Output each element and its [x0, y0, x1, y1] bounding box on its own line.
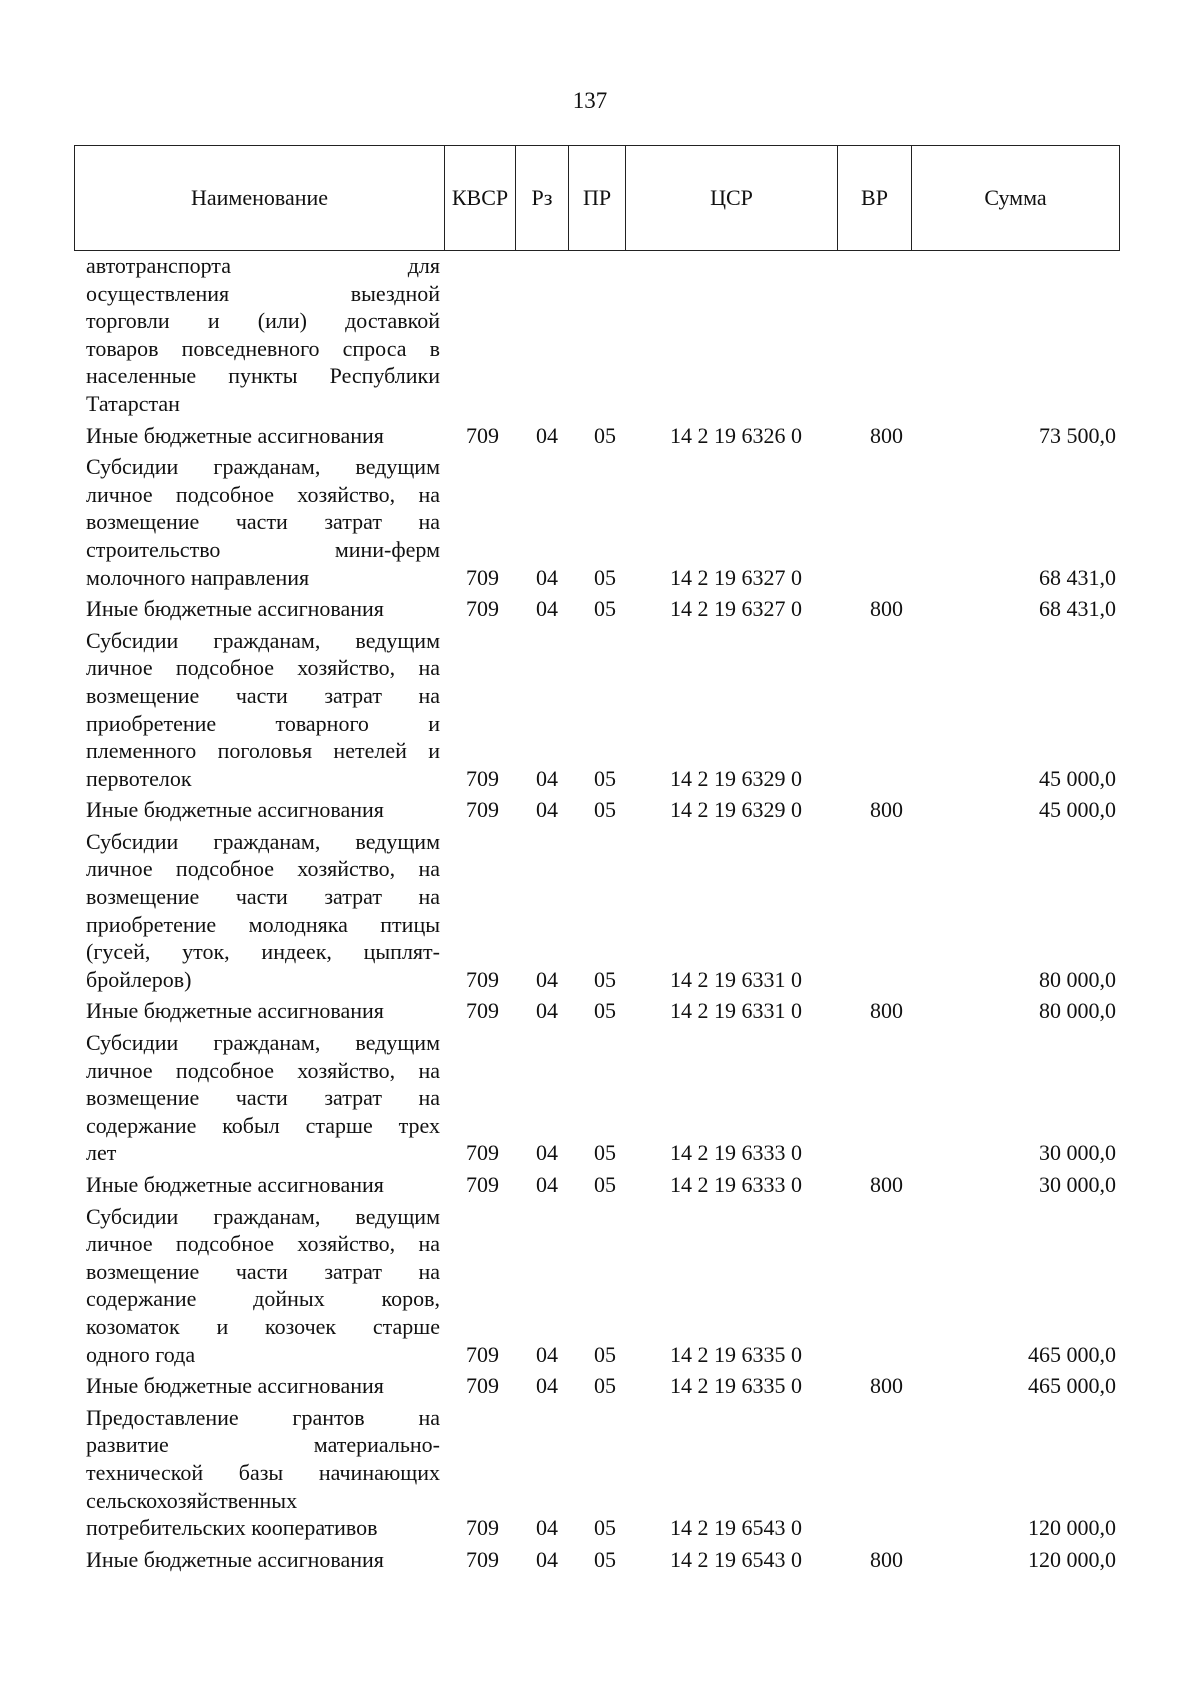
header-name: Наименование — [75, 146, 445, 251]
row-name-line: Иные бюджетные ассигнования — [86, 998, 384, 1024]
row-values — [86, 422, 1116, 450]
table-row — [86, 422, 1116, 450]
kvsr-cell: 709 — [466, 1546, 499, 1572]
row-values — [86, 595, 1116, 623]
rz-cell: 04 — [536, 596, 558, 622]
row-name-line: Иные бюджетные ассигнования — [86, 422, 384, 448]
row-name-line: технической базы начинающих — [86, 1459, 440, 1485]
table-row — [86, 627, 1116, 793]
pr-cell: 05 — [594, 564, 616, 590]
table-row — [86, 997, 1116, 1025]
pr-cell: 05 — [594, 1515, 616, 1541]
vr-cell: 800 — [870, 422, 903, 448]
row-name-line: Иные бюджетные ассигнования — [86, 596, 384, 622]
header-kvsr: КВСР — [445, 146, 516, 251]
row-name-line: Иные бюджетные ассигнования — [86, 1546, 384, 1572]
rz-cell: 04 — [536, 422, 558, 448]
csr-cell: 14 2 19 6327 0 — [670, 564, 802, 590]
pr-cell: 05 — [594, 1140, 616, 1166]
row-values — [86, 564, 1116, 592]
row-name-line: сельскохозяйственных — [86, 1487, 298, 1513]
row-name-line: приобретение товарного и — [86, 710, 440, 736]
sum-cell: 68 431,0 — [1039, 596, 1116, 622]
vr-cell: 800 — [870, 998, 903, 1024]
rz-cell: 04 — [536, 797, 558, 823]
row-name-line: Иные бюджетные ассигнования — [86, 1373, 384, 1399]
table-row — [86, 1372, 1116, 1400]
table-body — [86, 252, 1116, 1577]
rz-cell: 04 — [536, 1140, 558, 1166]
table-row — [86, 453, 1116, 591]
csr-cell: 14 2 19 6329 0 — [670, 765, 802, 791]
kvsr-cell: 709 — [466, 1373, 499, 1399]
sum-cell: 465 000,0 — [1028, 1373, 1116, 1399]
kvsr-cell: 709 — [466, 1515, 499, 1541]
sum-cell: 30 000,0 — [1039, 1172, 1116, 1197]
row-values — [86, 765, 1116, 793]
table-row — [86, 1546, 1116, 1574]
row-values — [86, 1546, 1116, 1574]
row-values — [86, 1341, 1116, 1369]
sum-cell: 80 000,0 — [1039, 966, 1116, 992]
kvsr-cell: 709 — [466, 998, 499, 1024]
row-name-line: (гусей, уток, индеек, цыплят- — [86, 939, 440, 965]
row-values — [86, 390, 1116, 418]
row-values — [86, 1171, 1116, 1199]
row-name-line: Субсидии гражданам, ведущим — [86, 627, 440, 653]
vr-cell: 800 — [870, 1172, 903, 1197]
pr-cell: 05 — [594, 966, 616, 992]
pr-cell: 05 — [594, 596, 616, 622]
csr-cell: 14 2 19 6331 0 — [670, 998, 802, 1024]
rz-cell: 04 — [536, 765, 558, 791]
rz-cell: 04 — [536, 1546, 558, 1572]
row-name-line: Субсидии гражданам, ведущим — [86, 828, 440, 854]
kvsr-cell: 709 — [466, 422, 499, 448]
rz-cell: 04 — [536, 1515, 558, 1541]
row-name-line: возмещение части затрат на — [86, 1258, 440, 1284]
row-values — [86, 1139, 1116, 1167]
rz-cell: 04 — [536, 998, 558, 1024]
kvsr-cell: 709 — [466, 765, 499, 791]
sum-cell: 80 000,0 — [1039, 998, 1116, 1024]
row-name-line: Иные бюджетные ассигнования — [86, 1172, 384, 1197]
row-name-line: лет — [86, 1140, 117, 1166]
vr-cell: 800 — [870, 1546, 903, 1572]
row-name-line: автотранспорта для — [86, 253, 440, 278]
row-name-line: товаров повседневного спроса в — [86, 335, 440, 361]
kvsr-cell: 709 — [466, 564, 499, 590]
csr-cell: 14 2 19 6333 0 — [670, 1140, 802, 1166]
row-name-line: приобретение молодняка птицы — [86, 911, 440, 937]
csr-cell: 14 2 19 6335 0 — [670, 1373, 802, 1399]
csr-cell: 14 2 19 6333 0 — [670, 1172, 802, 1197]
sum-cell: 465 000,0 — [1028, 1341, 1116, 1367]
sum-cell: 120 000,0 — [1028, 1546, 1116, 1572]
row-name-line: одного года — [86, 1341, 196, 1367]
vr-cell: 800 — [870, 797, 903, 823]
sum-cell: 68 431,0 — [1039, 564, 1116, 590]
row-name-line: торговли и (или) доставкой — [86, 308, 440, 334]
sum-cell: 120 000,0 — [1028, 1515, 1116, 1541]
rz-cell: 04 — [536, 564, 558, 590]
sum-cell: 45 000,0 — [1039, 765, 1116, 791]
kvsr-cell: 709 — [466, 1341, 499, 1367]
rz-cell: 04 — [536, 1172, 558, 1197]
row-name-line: содержание дойных коров, — [86, 1286, 440, 1312]
row-name-line: потребительских кооперативов — [86, 1515, 378, 1541]
row-name-line: бройлеров) — [86, 966, 192, 992]
pr-cell: 05 — [594, 1546, 616, 1572]
table-row — [86, 1171, 1116, 1199]
row-name-line: племенного поголовья нетелей и — [86, 738, 440, 764]
kvsr-cell: 709 — [466, 1172, 499, 1197]
row-name-line: личное подсобное хозяйство, на — [86, 655, 440, 681]
sum-cell: 45 000,0 — [1039, 797, 1116, 823]
sum-cell: 30 000,0 — [1039, 1140, 1116, 1166]
row-name-line: козоматок и козочек старше — [86, 1313, 440, 1339]
rz-cell: 04 — [536, 1341, 558, 1367]
table-row — [86, 1203, 1116, 1369]
csr-cell: 14 2 19 6326 0 — [670, 422, 802, 448]
row-name-line: личное подсобное хозяйство, на — [86, 856, 440, 882]
pr-cell: 05 — [594, 1172, 616, 1197]
kvsr-cell: 709 — [466, 596, 499, 622]
header-pr: ПР — [569, 146, 626, 251]
table-row — [86, 1404, 1116, 1542]
pr-cell: 05 — [594, 1373, 616, 1399]
row-name-line: строительство мини-ферм — [86, 536, 440, 562]
row-name-line: возмещение части затрат на — [86, 884, 440, 910]
row-name-line: Иные бюджетные ассигнования — [86, 797, 384, 823]
rz-cell: 04 — [536, 1373, 558, 1399]
row-name-line: возмещение части затрат на — [86, 509, 440, 535]
pr-cell: 05 — [594, 765, 616, 791]
header-sum: Сумма — [912, 146, 1120, 251]
table-row — [86, 252, 1116, 418]
row-values — [86, 1372, 1116, 1400]
row-name-line: Субсидии гражданам, ведущим — [86, 1030, 440, 1056]
table-header — [74, 145, 1120, 251]
row-values — [86, 997, 1116, 1025]
row-name-line: Субсидии гражданам, ведущим — [86, 1203, 440, 1229]
row-name-line: возмещение части затрат на — [86, 1085, 440, 1111]
csr-cell: 14 2 19 6331 0 — [670, 966, 802, 992]
csr-cell: 14 2 19 6543 0 — [670, 1546, 802, 1572]
row-name-line: Предоставление грантов на — [86, 1404, 440, 1430]
row-name-line: молочного направления — [86, 564, 310, 590]
vr-cell: 800 — [870, 596, 903, 622]
row-name-line: возмещение части затрат на — [86, 682, 440, 708]
csr-cell: 14 2 19 6335 0 — [670, 1341, 802, 1367]
vr-cell: 800 — [870, 1373, 903, 1399]
table-row — [86, 796, 1116, 824]
pr-cell: 05 — [594, 797, 616, 823]
pr-cell: 05 — [594, 422, 616, 448]
row-name-line: содержание кобыл старше трех — [86, 1112, 440, 1138]
row-name-line: первотелок — [86, 765, 192, 791]
row-name-line: личное подсобное хозяйство, на — [86, 1231, 440, 1257]
rz-cell: 04 — [536, 966, 558, 992]
pr-cell: 05 — [594, 1341, 616, 1367]
row-name-line: Татарстан — [86, 390, 180, 416]
page-number: 137 — [572, 88, 608, 113]
row-values — [86, 796, 1116, 824]
pr-cell: 05 — [594, 998, 616, 1024]
table-row — [86, 828, 1116, 994]
kvsr-cell: 709 — [466, 966, 499, 992]
row-name-line: осуществления выездной — [86, 280, 440, 306]
header-vr: ВР — [838, 146, 912, 251]
table-row — [86, 595, 1116, 623]
kvsr-cell: 709 — [466, 797, 499, 823]
row-name-line: личное подсобное хозяйство, на — [86, 481, 440, 507]
header-rz: Рз — [516, 146, 569, 251]
row-values — [86, 966, 1116, 994]
table-row — [86, 1029, 1116, 1167]
row-name-line: населенные пункты Республики — [86, 363, 440, 389]
row-name-line: Субсидии гражданам, ведущим — [86, 454, 440, 480]
csr-cell: 14 2 19 6327 0 — [670, 596, 802, 622]
csr-cell: 14 2 19 6543 0 — [670, 1515, 802, 1541]
sum-cell: 73 500,0 — [1039, 422, 1116, 448]
header-csr: ЦСР — [626, 146, 838, 251]
row-name-line: личное подсобное хозяйство, на — [86, 1057, 440, 1083]
row-values — [86, 1514, 1116, 1542]
row-name-line: развитие материально- — [86, 1432, 440, 1458]
csr-cell: 14 2 19 6329 0 — [670, 797, 802, 823]
kvsr-cell: 709 — [466, 1140, 499, 1166]
